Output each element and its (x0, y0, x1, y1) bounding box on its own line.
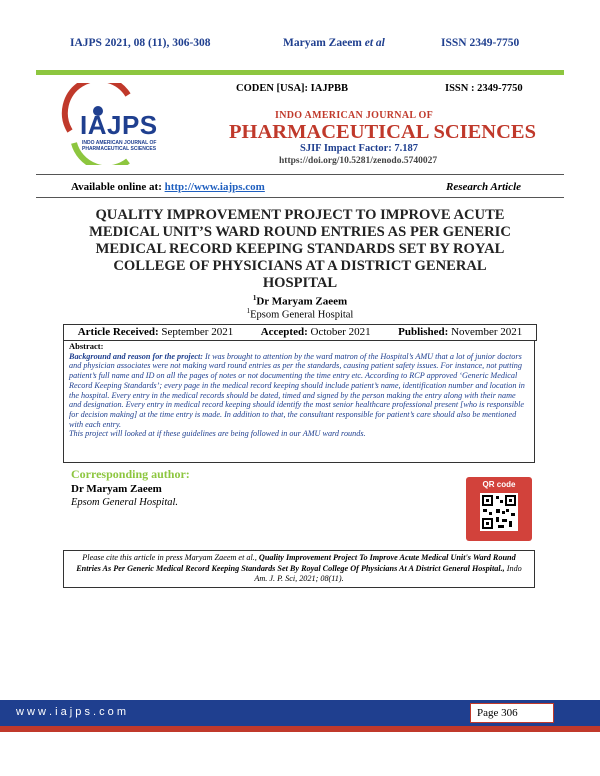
abstract-paragraph (69, 352, 529, 430)
running-header-et-al: et al (364, 37, 385, 49)
qr-code-icon (480, 493, 518, 531)
affiliation-name: Epsom General Hospital (250, 309, 354, 321)
accepted-value: October 2021 (307, 326, 371, 338)
logo-subtitle-line1: INDO AMERICAN JOURNAL OF (82, 140, 157, 146)
footer-page-number: Page 306 (470, 703, 554, 723)
footer-site: w w w . i a j p s . c o m (16, 706, 127, 718)
article-dates (63, 324, 537, 341)
logo-subtitle-line2: PHARMACEUTICAL SCIENCES (82, 146, 157, 152)
masthead-issn: ISSN : 2349-7750 (445, 83, 523, 94)
article-title-line: COLLEGE OF PHYSICIANS AT A DISTRICT GENERAL (113, 258, 487, 274)
available-online-label: Available online at: (71, 181, 165, 193)
article-title-line: HOSPITAL (262, 275, 338, 291)
running-header-issn: ISSN 2349-7750 (441, 37, 520, 49)
author-name: Dr Maryam Zaeem (256, 295, 348, 308)
published-date (398, 325, 522, 340)
published-value: November 2021 (448, 326, 523, 338)
abstract-body: It was brought to attention by the ward matron of the Hospital’s AMU that a lot of junior doctors and physician associates were not making ward round entries as per the standards, causing patient safety issues. For instance, not putting patient’s full name and ID on all the pages of notes or not documenting the time entry etc. According to RCP approved ‘Generic Medical Record Keeping Standards’; every page in the medical record keeping should include patient’s name, identification number and location in the hospital. Every entry in the medical records should be dated, timed and signed by the person making the entry along with their name and designation. Every entry in medical record keeping should identify the most senior healthcare professional present [who is responsible for decision making] at the time entry is made. In addition to that, the consultant responsible for patient’s care should also be mentioned with each entry. (69, 351, 525, 429)
abstract-lead: Background and reason for the project: (69, 351, 203, 361)
article-type: Research Article (446, 181, 522, 193)
running-header-author (283, 37, 385, 49)
available-online (71, 181, 265, 193)
received-value: September 2021 (158, 326, 234, 338)
logo-wordmark: IAJPS (80, 110, 158, 140)
citation-title: Quality Improvement Project To Improve Acute Medical Unit's Ward Round Entries As Per Generic Medical Record Keeping Standards Set By Royal College Of Physicians At A District General Hospital., (76, 553, 516, 573)
abstract-closing: This project will looked at if these guidelines are being followed in our AMU ward rounds. (69, 429, 366, 439)
journal-url-link[interactable]: http://www.iajps.com (164, 181, 265, 193)
qr-code-panel (466, 477, 532, 541)
corresponding-affiliation: Epsom General Hospital. (71, 497, 179, 508)
corresponding-name: Dr Maryam Zaeem (71, 483, 162, 495)
journal-name-line1: INDO AMERICAN JOURNAL OF (275, 110, 434, 121)
received-date (78, 325, 233, 340)
article-title-line: QUALITY IMPROVEMENT PROJECT TO IMPROVE ACUTE (95, 207, 505, 223)
citation-prefix: Please cite this article in press Maryam Zaeem et al., (82, 553, 259, 562)
qr-label: QR code (482, 480, 516, 489)
impact-factor: SJIF Impact Factor: 7.187 (300, 143, 419, 154)
article-title (50, 207, 550, 292)
running-header-author-name: Maryam Zaeem (283, 37, 362, 49)
citation-box (63, 550, 535, 588)
doi: https://doi.org/10.5281/zenodo.5740027 (279, 156, 438, 166)
accepted-label: Accepted: (260, 326, 308, 338)
affiliation-superscript: 1 (246, 307, 251, 315)
logo-subtitle (82, 140, 156, 152)
received-label: Article Received: (77, 326, 159, 338)
article-title-line: MEDICAL RECORD KEEPING STANDARDS SET BY ROYAL (95, 241, 505, 257)
abstract-heading: Abstract: (69, 341, 104, 351)
accepted-date (261, 325, 371, 340)
coden: CODEN [USA]: IAJPBB (236, 83, 349, 94)
abstract-box (63, 340, 535, 463)
author-superscript: 1 (252, 294, 257, 302)
citation-suffix: Indo Am. J. P. Sci, 2021; 08(11). (254, 563, 522, 583)
masthead-rule (36, 174, 564, 175)
footer-accent (0, 726, 600, 732)
journal-name-line2: PHARMACEUTICAL SCIENCES (229, 121, 536, 143)
running-header-journal-ref: IAJPS 2021, 08 (11), 306-308 (70, 37, 211, 49)
article-title-line: MEDICAL UNIT’S WARD ROUND ENTRIES AS PER GENERIC (89, 224, 511, 240)
header-rule-top (36, 70, 564, 75)
corresponding-heading: Corresponding author: (71, 467, 190, 481)
affiliation-line (50, 307, 550, 321)
availability-rule (36, 197, 564, 198)
author-line (50, 294, 550, 308)
published-label: Published: (398, 326, 449, 338)
